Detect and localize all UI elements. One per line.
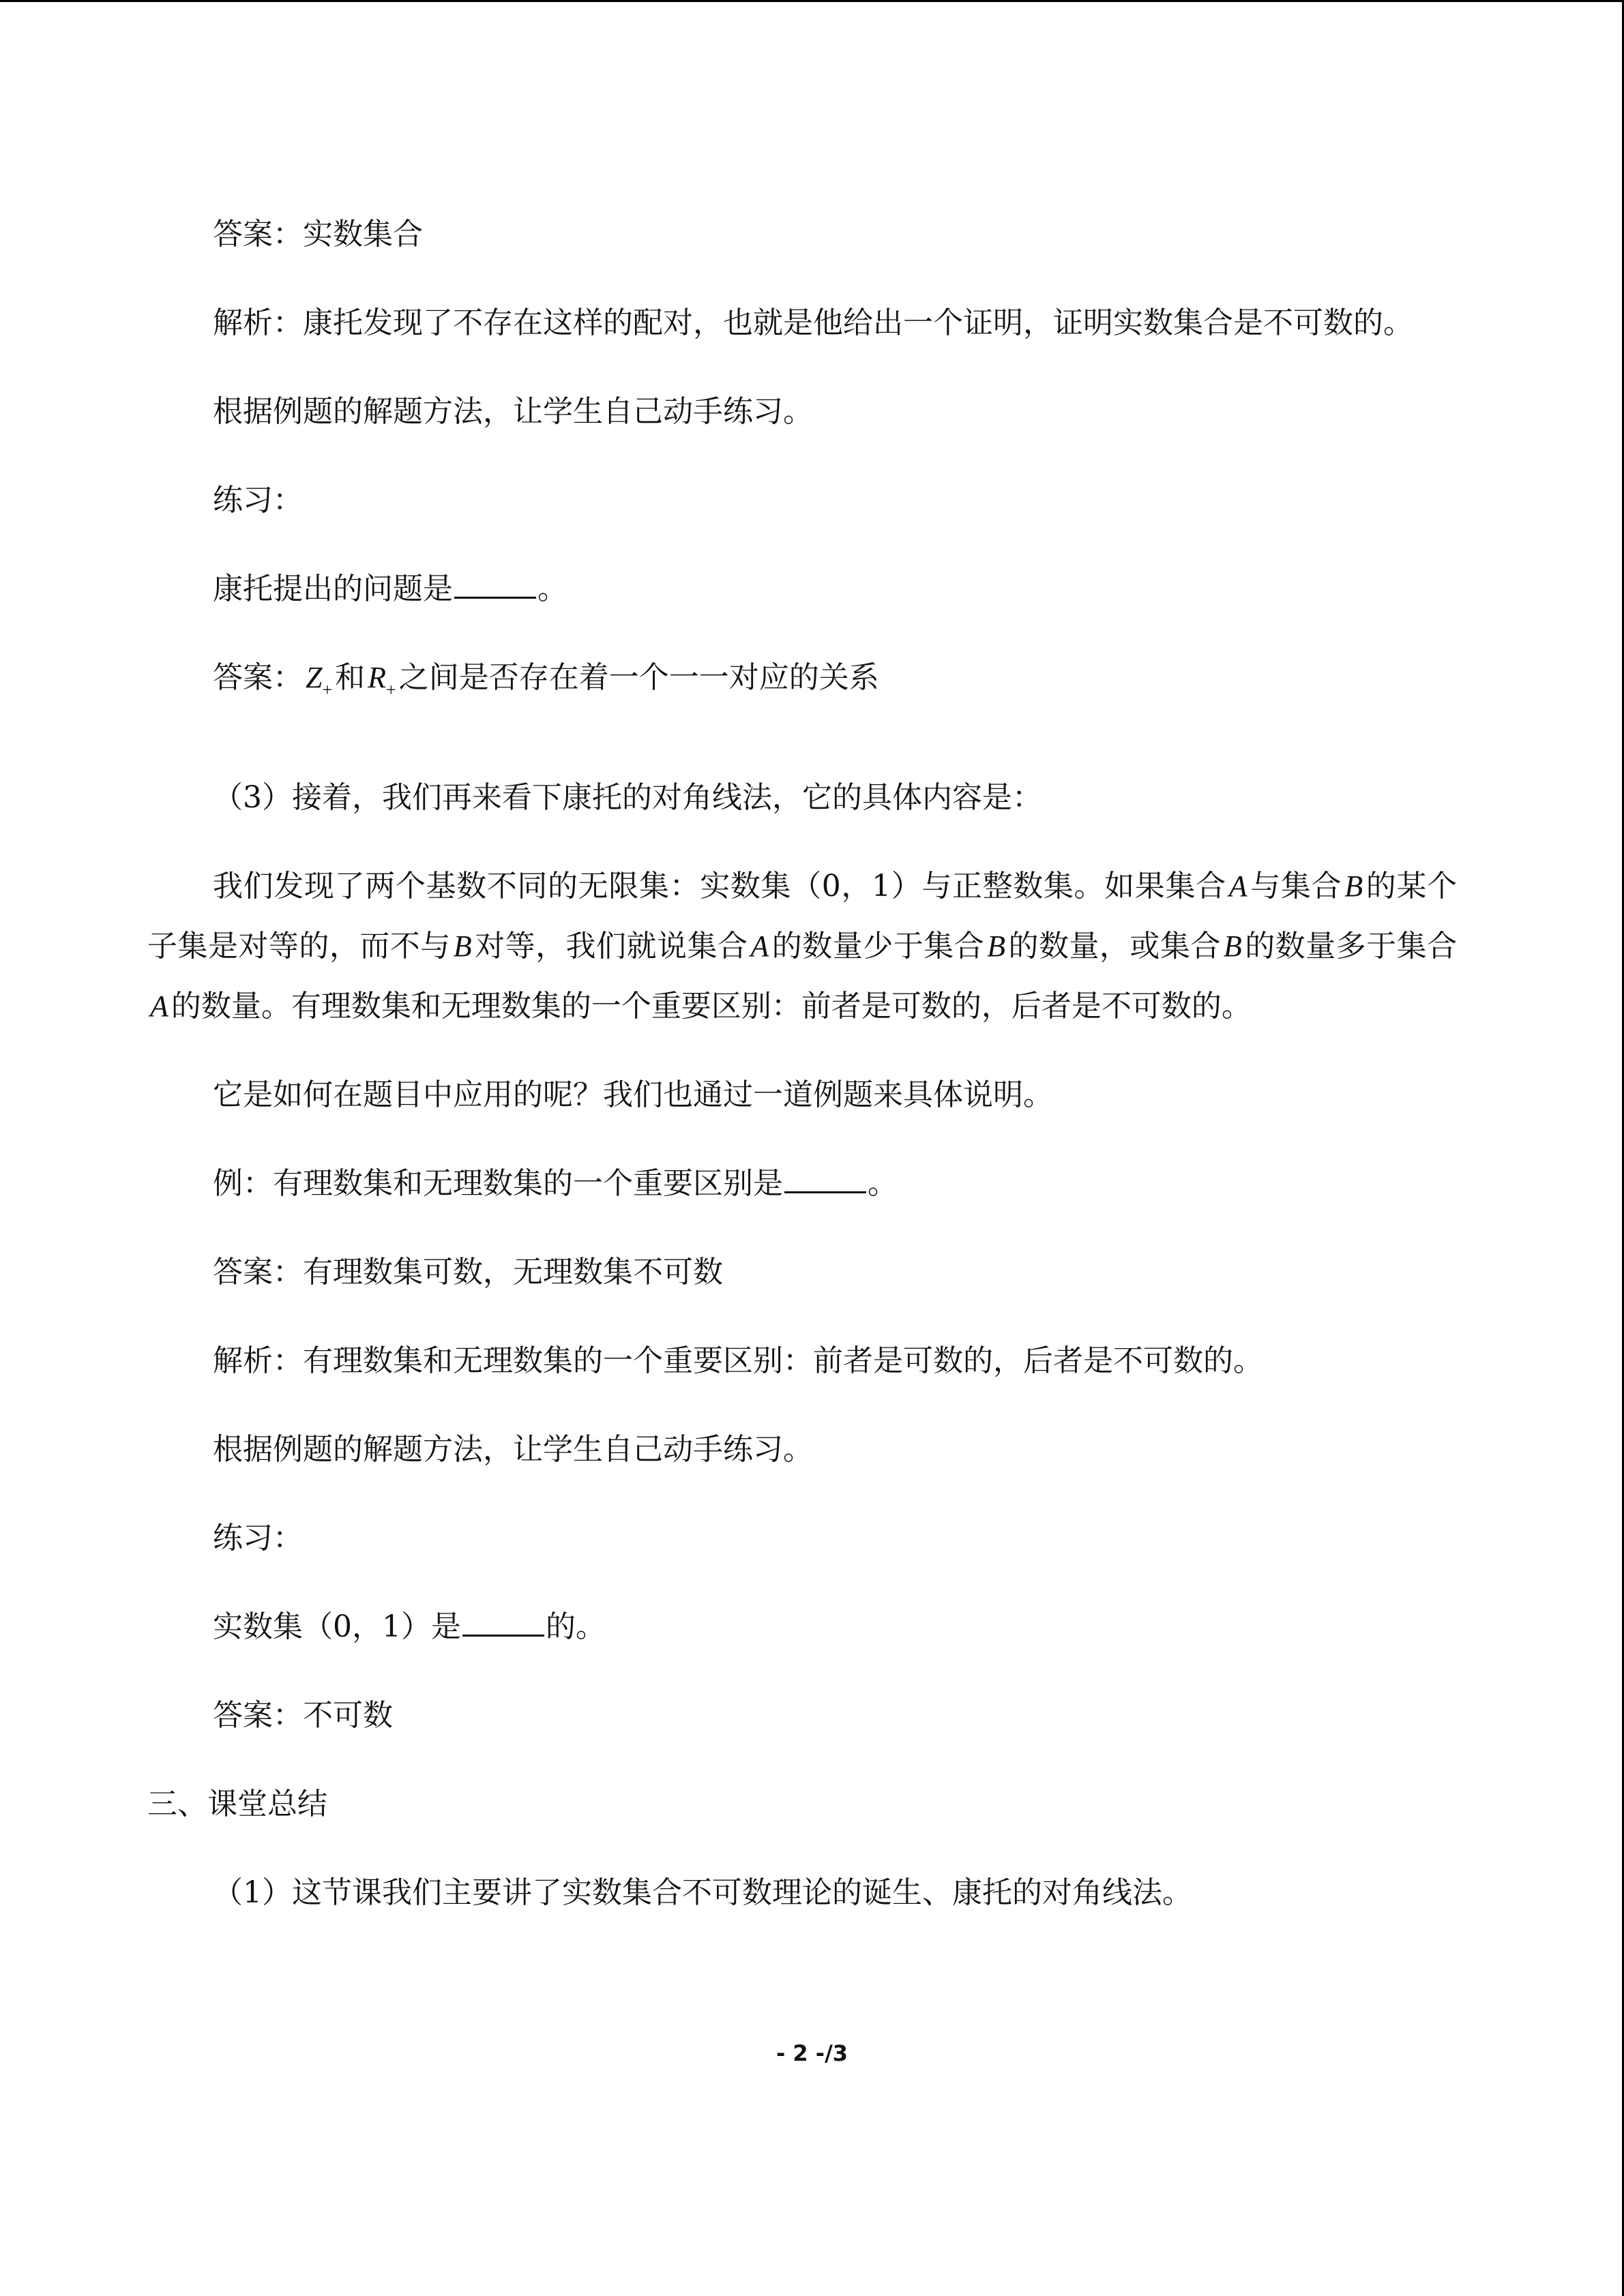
diagonal-method-paragraph (147, 856, 1457, 1037)
math-b: B (1344, 869, 1363, 903)
document-body (147, 205, 1457, 1952)
text-segment: 我们发现了两个基数不同的无限集：实数集（0，1）与正整数集。如果集合 (213, 869, 1226, 904)
top-border-line (0, 0, 1624, 2)
fill-in-blank (462, 1600, 544, 1637)
subscript-plus: + (386, 680, 396, 700)
text-segment: 与集合 (1250, 869, 1342, 904)
question-end: 。 (868, 1166, 898, 1201)
question-text: 例：有理数集和无理数集的一个重要区别是 (213, 1166, 783, 1201)
text-segment: 的数量，或集合 (1008, 929, 1221, 964)
text-segment: 的某个子集是对等的，而不与 (147, 869, 1457, 964)
exercise-question (147, 1597, 1457, 1657)
fill-in-blank (784, 1157, 866, 1193)
example-intro: 它是如何在题目中应用的呢？我们也通过一道例题来具体说明。 (213, 1077, 1053, 1112)
answer-prefix: 答案： (213, 660, 303, 695)
math-z: Z (306, 661, 323, 694)
answer-suffix: 之间是否存在着一个一一对应的关系 (398, 660, 879, 695)
question-end: 。 (537, 571, 567, 606)
math-b: B (1223, 929, 1242, 963)
summary-paragraph: （1）这节课我们主要讲了实数集合不可数理论的诞生、康托的对角线法。 (213, 1875, 1192, 1910)
math-z-plus (303, 661, 335, 700)
math-a: A (150, 989, 168, 1023)
question-end: 的。 (546, 1609, 606, 1644)
section-heading: 三、课堂总结 (147, 1787, 327, 1821)
answer-line: 答案：有理数集可数，无理数集不可数 (213, 1255, 723, 1289)
exercise-question (147, 559, 1457, 619)
text-segment: 的数量多于集合 (1244, 929, 1458, 964)
math-r-plus (365, 661, 399, 700)
instruction-line: 根据例题的解题方法，让学生自己动手练习。 (213, 394, 813, 429)
fill-in-blank (454, 563, 536, 599)
example-question (147, 1154, 1457, 1214)
answer-line-math (147, 648, 1457, 720)
text-segment: 对等，我们就说集合 (474, 929, 748, 964)
math-a: A (1228, 869, 1247, 903)
answer-and: 和 (335, 660, 366, 695)
instruction-line: 根据例题的解题方法，让学生自己动手练习。 (213, 1432, 813, 1467)
math-r: R (368, 661, 387, 694)
exercise-heading: 练习： (213, 483, 303, 518)
math-b: B (987, 929, 1006, 963)
text-segment: 的数量。有理数集和无理数集的一个重要区别：前者是可数的，后者是不可数的。 (171, 989, 1252, 1024)
math-b: B (453, 929, 472, 963)
question-text: 实数集（0，1）是 (213, 1609, 461, 1644)
section-3-intro: （3）接着，我们再来看下康托的对角线法，它的具体内容是： (213, 780, 1042, 815)
question-text: 康托提出的问题是 (213, 571, 453, 606)
exercise-heading: 练习： (213, 1521, 303, 1555)
analysis-paragraph: 解析：有理数集和无理数集的一个重要区别：前者是可数的，后者是不可数的。 (213, 1343, 1263, 1378)
answer-line: 答案：不可数 (213, 1698, 393, 1733)
text-segment: 的数量少于集合 (771, 929, 985, 964)
analysis-paragraph: 解析：康托发现了不存在这样的配对，也就是他给出一个证明，证明实数集合是不可数的。 (213, 305, 1413, 340)
answer-line: 答案：实数集合 (213, 217, 423, 252)
math-a: A (750, 929, 769, 963)
subscript-plus: + (322, 680, 333, 700)
page-number: - 2 -/3 (776, 2040, 848, 2066)
